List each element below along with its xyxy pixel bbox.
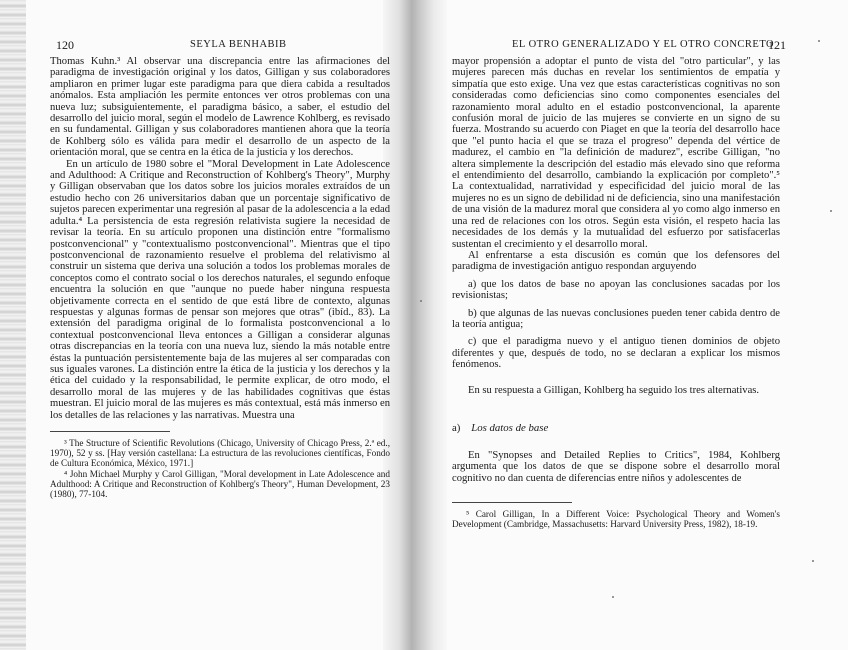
right-paragraph-1: mayor propensión a adoptar el punto de vista del "otro particular", y las mujeres parecen más duchas en revelar los sentimientos de empatía y simpatía que esto exige. Una vez que estas características cognitivas no son consideradas como deficiencias sino como componentes esenciales del razonamiento moral adulto en el estadio postconvencional, la aparente confusión moral de juicio de las mujeres se convierte en un signo de su fuerza. Mostrando su acuerdo con Piaget en que la teoría del desarrollo hace que "el punto hacia el que se traza el progreso" dependa del vértice de madurez, el cambio en "la definición de madurez", escribe Gilligan, "no altera simplemente la descripción del estadio más elevado sino que reforma el entendimiento del desarrollo, cambiando la explicación por completo".⁵ La contextualidad, narratividad y especificidad del juicio moral de las mujeres no es un signo de debilidad ni de deficiencia, sino una manifestación de una visión de la madurez moral que considera al yo como algo inmerso en una red de relaciones con los otros. Según esta visión, el respeto hacia las necesidades de los demás y la mutualidad del esfuerzo por satisfacerlas sustentan el crecimiento y el desarrollo moral. bbox=[452, 56, 780, 250]
scan-speck bbox=[830, 210, 832, 212]
scan-speck bbox=[818, 40, 820, 42]
right-page bbox=[452, 38, 786, 530]
right-page-number: 121 bbox=[768, 38, 786, 52]
list-item-c: c) que el paradigma nuevo y el antiguo tienen dominios de objeto diferentes y que, después de todo, no se declaran a explicar los mismos fenómenos. bbox=[452, 336, 780, 371]
book-gutter bbox=[383, 0, 447, 650]
left-paragraph-1: Thomas Kuhn.³ Al observar una discrepancia entre las afirmaciones del paradigma de investigación original y los datos, Gilligan y sus colaboradores ampliaron en primer lugar este paradigma para que diera cabida a resultados anómalos. Esta ampliación les permite entonces ver otros problemas con una nueva luz; subsiguientemente, el paradigma básico, a saber, el estudio del desarrollo del juicio moral, según el modelo de Lawrence Kohlberg, es revisado en su fundamental. Gilligan y sus colaboradores mantienen ahora que la teoría de Kohlberg sólo es válida para medir el desarrollo de un aspecto de la orientación moral, que se centra en la ética de la justicia y los derechos. bbox=[50, 56, 390, 159]
right-closing-paragraph: En su respuesta a Gilligan, Kohlberg ha seguido los tres alternativas. bbox=[468, 384, 760, 396]
section-title: Los datos de base bbox=[471, 421, 549, 434]
left-footnote-3: ³ The Structure of Scientific Revolutions (Chicago, University of Chicago Press, 2.ª ed., 1970), 52 y ss. [Hay versión castellana: La estructura de las revoluciones científicas, Fondo de Cultura Económica, México, 1971.] bbox=[50, 438, 390, 469]
scan-speck bbox=[612, 596, 614, 598]
list-item-b: b) que algunas de las nuevas conclusiones pueden tener cabida dentro de la teoría antigua; bbox=[452, 307, 780, 330]
left-footnote-4: ⁴ John Michael Murphy y Carol Gilligan, "Moral development in Late Adolescence and Adulthood: A Critique and Reconstruction of Kohlberg's Theory", Human Development, 23 (1980), 77-104. bbox=[50, 468, 390, 500]
left-page bbox=[50, 38, 390, 499]
section-letter: a) bbox=[452, 421, 461, 434]
list-item-a: a) que los datos de base no apoyan las conclusiones sacadas por los revisionistas; bbox=[452, 278, 780, 302]
right-running-head: EL OTRO GENERALIZADO Y EL OTRO CONCRETO bbox=[512, 39, 775, 50]
right-paragraph-2: Al enfrentarse a esta discusión es común que los defensores del paradigma de investigación antiguo respondan arguyendo bbox=[452, 249, 780, 273]
right-running-header bbox=[452, 38, 786, 56]
left-paragraph-2: En un artículo de 1980 sobre el "Moral Development in Late Adolescence and Adulthood: A Critique and Reconstruction of Kohlberg's Theory", Murphy y Gilligan observaban que los datos sobre los juicios morales extraídos de un estudio hecho con 26 universitarios daban que un porcentaje significativo de sujetos parecen experimentar una regresión al pasar de la adolescencia a la edad adulta.⁴ La persistencia de esta regresión relativista sugiere la necesidad de revisar la teoría. En su artículo proponen una distinción entre "formalismo postconvencional" y "contextualismo postconvencional". Mientras que el tipo postconvencional de razonamiento resuelve el problema del relativismo al construir un sistema que deriva una solución a todos los problemas morales de conceptos como el contrato social o los derechos naturales, el segundo enfoque encuentra la solución en que "aunque no puede haber ninguna respuesta objetivamente correcta en el sentido de que está libre de contexto, algunas respuestas y algunas formas de pensar son mejores que otras" (ibíd., 83). La extensión del paradigma original de lo formalista postconvencional a lo contextual postconvencional lleva entonces a Gilligan a considerar algunas otras discrepancias en la teoría con una nueva luz, siendo la más notable entre éstas la puntuación persistentemente baja de las mujeres al ser comparadas con sus iguales varones. La distinción entre la ética de la justicia y los derechos y la ética del cuidado y la responsabilidad, le permite explicar, de otro modo, el desarrollo moral de las mujeres y de las habilidades cognitivas que éstas muestran. El juicio moral de las mujeres es más contextual, está más inmerso en los detalles de las relaciones y las narrativas. Muestra una bbox=[50, 158, 390, 421]
page-edges bbox=[0, 0, 26, 650]
right-footnote-5: ⁵ Carol Gilligan, In a Different Voice: Psychological Theory and Women's Development (Cambridge, Massachusetts: Harvard University Press, 1982), 18-19. bbox=[452, 509, 780, 530]
section-paragraph: En "Synopses and Detailed Replies to Critics", 1984, Kohlberg argumenta que los datos de que se dispone sobre el desarrollo moral cognitivo no dan cuenta de diferencias entre niños y adolescentes de bbox=[452, 449, 780, 484]
left-running-header bbox=[50, 38, 390, 56]
left-footnote-rule bbox=[50, 431, 170, 432]
scan-speck bbox=[812, 560, 814, 562]
section-heading bbox=[452, 422, 780, 434]
left-page-number: 120 bbox=[56, 38, 74, 52]
left-running-head: SEYLA BENHABIB bbox=[190, 39, 287, 50]
right-footnote-rule bbox=[452, 502, 572, 503]
scan-speck bbox=[420, 300, 422, 302]
